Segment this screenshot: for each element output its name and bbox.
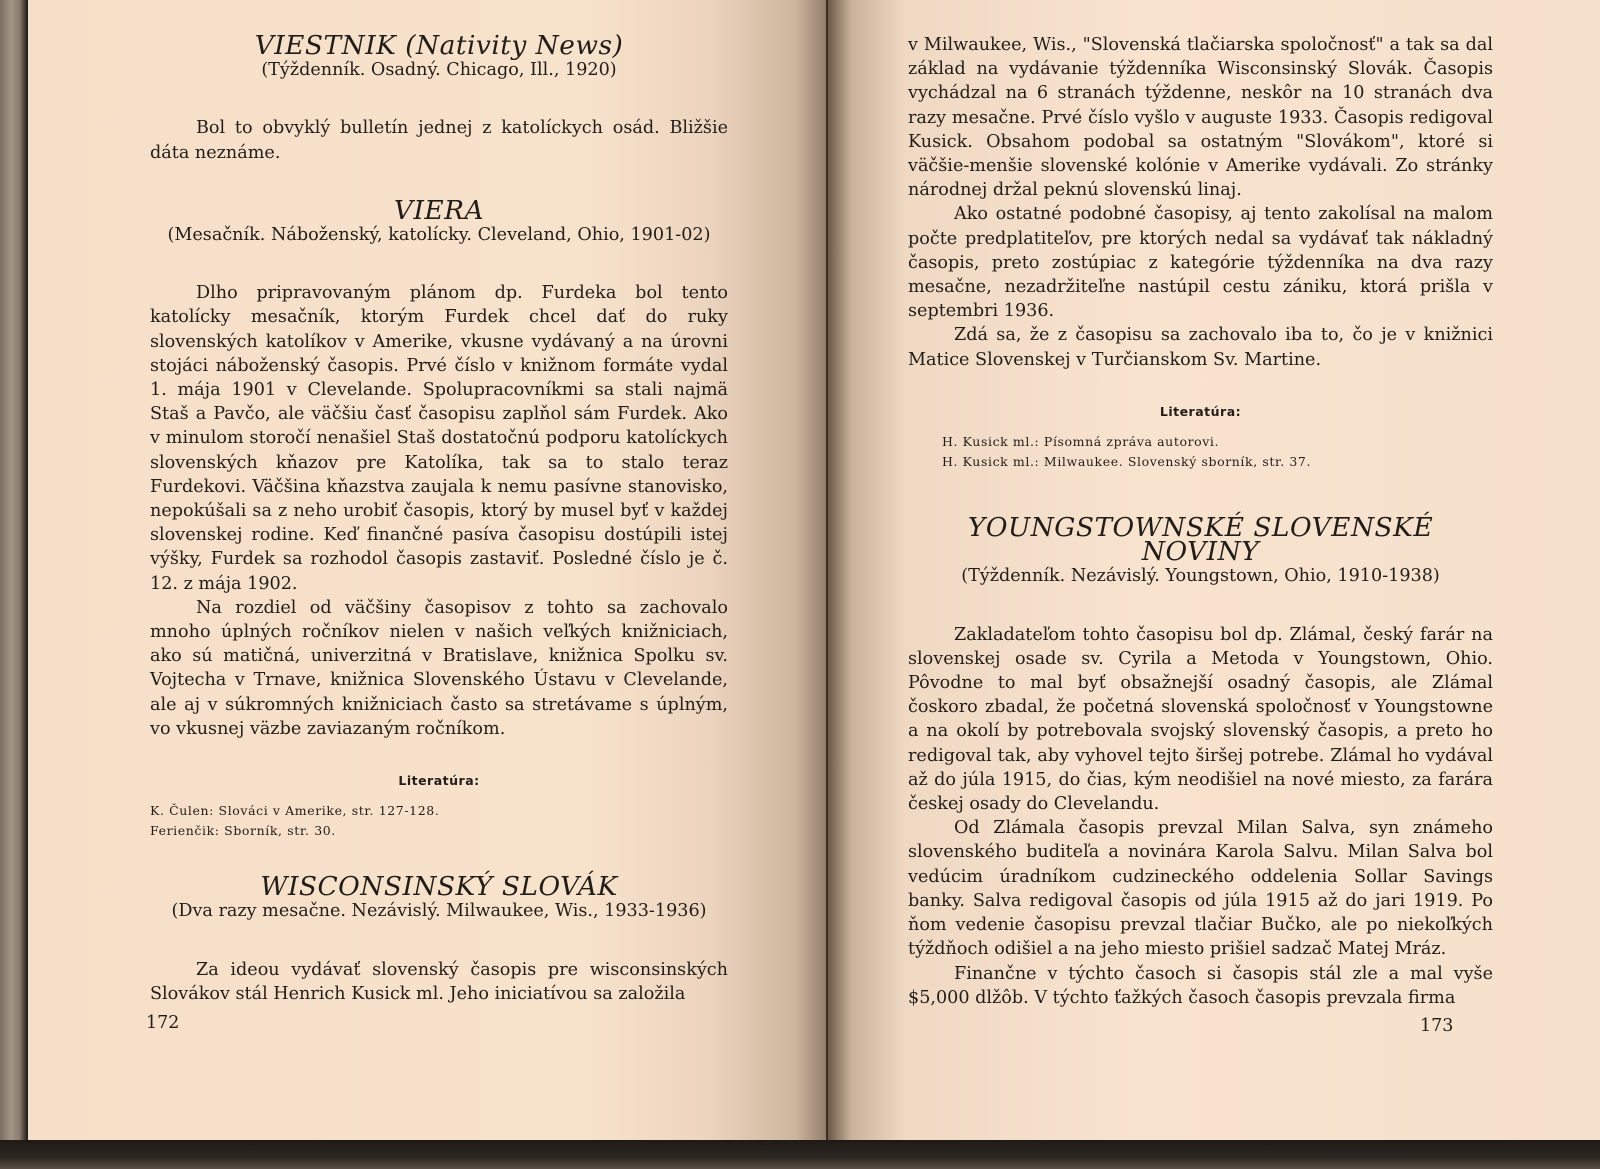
entry-wisconsinsky-slovak [150, 871, 728, 1006]
entry-subtitle: (Týždenník. Nezávislý. Youngstown, Ohio, 1910-1938) [961, 566, 1440, 587]
paragraph: Dlho pripravovaným plánom dp. Furdeka bol tento katolícky mesačník, ktorým Furdek chcel dať do ruky slovenských katolíkov v Amerike, vkusne vydávaný a na úrovni stojáci náboženský časopis. Prvé číslo v knižnom formáte vydal 1. mája 1901 v Clevelande. Spolupracovníkmi sa stali najmä Staš a Pavčo, ale väčšiu časť časopisu zaplňol sám Furdek. Ako v minulom storočí nenašiel Staš dostatočnú podporu katolíckych slovenských kňazov pre Katolíka, tak sa to stalo teraz Furdekovi. Väčšina kňazstva zaujala k nemu pasívne stanovisko, nepokúšali sa z neho urobiť časopis, ktorý by musel byť v každej slovenskej rodine. Keď finančné pasíva časopisu dostúpili istej výšky, Furdek sa rozhodol časopis zastaviť. Posledné číslo je č. 12. z mája 1902. [150, 283, 728, 594]
entry-youngstownske-slovenske-noviny [908, 512, 1493, 1010]
page-number: 172 [146, 1013, 180, 1033]
literature-item: Ferienčik: Sborník, str. 30. [150, 823, 336, 839]
paragraph: Za ideou vydávať slovenský časopis pre wisconsinských Slovákov stál Henrich Kusick ml. Jeho iniciatívou sa založila [150, 959, 728, 1004]
entry-subtitle: (Mesačník. Náboženský, katolícky. Cleveland, Ohio, 1901-02) [167, 225, 711, 246]
literature-item: H. Kusick ml.: Písomná zpráva autorovi. [942, 434, 1220, 450]
entry-viestnik [150, 30, 728, 165]
entry-wisconsinsky-slovak-continued [908, 33, 1493, 472]
entry-title: WISCONSINSKÝ SLOVÁK [260, 871, 618, 903]
entry-title: YOUNGSTOWNSKÉ SLOVENSKÉ NOVINY [967, 512, 1434, 568]
book-edge [0, 0, 28, 1140]
entry-viera [150, 194, 728, 841]
literature-item: H. Kusick ml.: Milwaukee. Slovenský sborník, str. 37. [942, 454, 1312, 470]
paragraph: Zdá sa, že z časopisu sa zachovalo iba to, čo je v knižnici Matice Slovenskej v Turčianskom Sv. Martine. [908, 325, 1493, 370]
table-surface [0, 1140, 1600, 1169]
literature-item: K. Čulen: Slováci v Amerike, str. 127-128. [150, 803, 440, 819]
paragraph: Ako ostatné podobné časopisy, aj tento zakolísal na malom počte predplatiteľov, pre ktorých nedal sa vydávať tak nákladný časopis, preto zostúpiac z kategórie týždenníka na dva razy mesačne, nezadržiteľne nastúpil cestu zániku, ktorá prišla v septembri 1936. [908, 204, 1493, 322]
literature-heading: Literatúra: [398, 773, 480, 789]
paragraph: Finančne v týchto časoch si časopis stál zle a mal vyše $5,000 dlžôb. V týchto ťažkých časoch časopis prevzala firma [908, 963, 1493, 1008]
entry-subtitle: (Dva razy mesačne. Nezávislý. Milwaukee, Wis., 1933-1936) [171, 901, 707, 922]
entry-subtitle: (Týždenník. Osadný. Chicago, Ill., 1920) [261, 60, 617, 81]
page-number: 173 [1420, 1016, 1454, 1036]
paragraph: Bol to obvyklý bulletín jednej z katolíckych osád. Bližšie dáta neznáme. [150, 118, 728, 163]
left-page-text-column [150, 30, 728, 1006]
paragraph: Od Zlámala časopis prevzal Milan Salva, syn známeho slovenského buditeľa a novinára Karola Salvu. Milan Salva bol vedúcim úradníkom cudzineckého oddelenia Sollar Savings banky. Salva redigoval časopis od júla 1915 až do jari 1919. Po ňom vedenie časopisu prevzal tlačiar Bučko, ale po niekoľkých týždňoch odišiel a na jeho miesto prišiel sadzač Matej Mráz. [908, 818, 1493, 960]
left-page [28, 0, 828, 1140]
entry-title: VIERA [393, 194, 485, 226]
right-page [828, 0, 1600, 1140]
paragraph: Zakladateľom tohto časopisu bol dp. Zlámal, český farár na slovenskej osade sv. Cyrila a Metoda v Youngstown, Ohio. Pôvodne to mal byť obsažnejší osadný časopis, ale Zlámal čoskoro zbadal, že početná slovenská spoločnosť v Youngstowne a na okolí by potrebovala svojský slovenský časopis, a preto ho redigoval tak, aby vyhovel tejto širšej potrebe. Zlámal ho vydával až do júla 1915, do čias, kým neodišiel na nové miesto, za farára českej osady do Clevelandu. [908, 624, 1493, 815]
paragraph: v Milwaukee, Wis., "Slovenská tlačiarska spoločnosť" a tak sa dal základ na vydávanie týždenníka Wisconsinský Slovák. Časopis vychádzal na 6 stranách týždenne, neskôr na 10 stranách dva razy mesačne. Prvé číslo vyšlo v auguste 1933. Časopis redigoval Kusick. Obsahom podobal sa ostatným "Slovákom", ktoré si väčšie-menšie slovenské kolónie v Amerike vydávali. Zo stránky národnej držal peknú slovenskú linaj. [908, 35, 1493, 201]
entry-title: VIESTNIK (Nativity News) [254, 30, 624, 61]
literature-heading: Literatúra: [1159, 403, 1242, 419]
right-page-text-column [908, 33, 1493, 1010]
paragraph: Na rozdiel od väčšiny časopisov z tohto sa zachovalo mnoho úplných ročníkov nielen v našich veľkých knižniciach, ako sú matičná, univerzitná v Bratislave, knižnica Spolku sv. Vojtecha v Trnave, knižnica Slovenského Ústavu v Clevelande, ale aj v súkromných knižniciach často sa stretávame s úplným, vo vkusnej väzbe zaviazaným ročníkom. [150, 597, 728, 739]
